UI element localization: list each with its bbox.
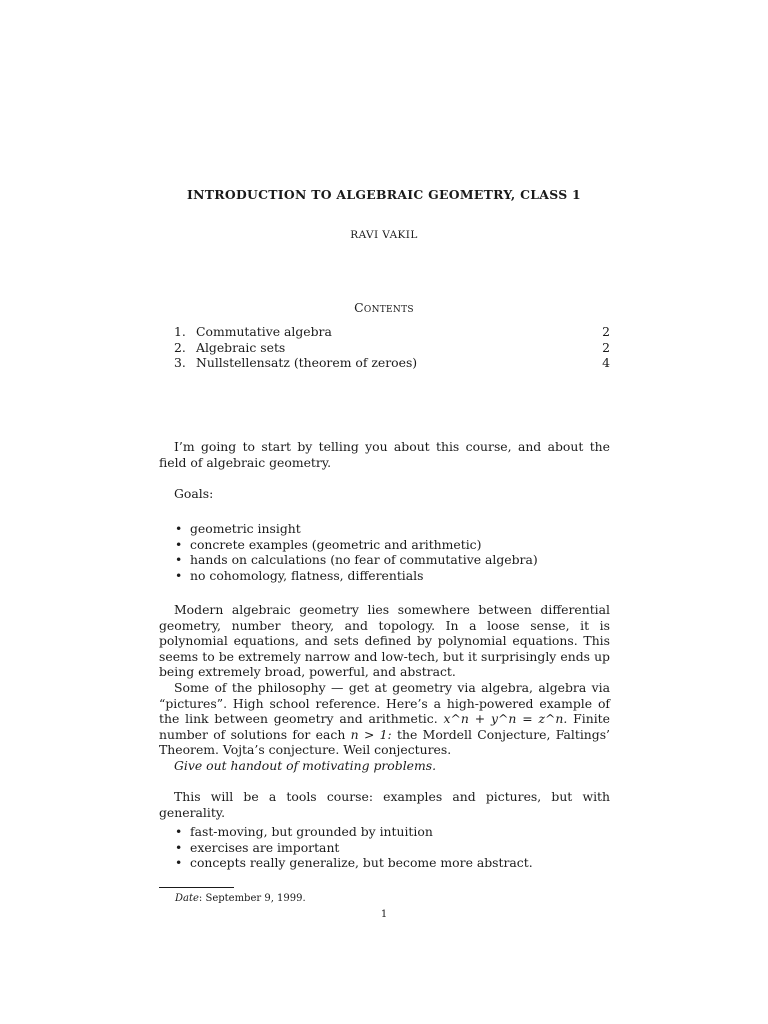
exponent-condition: n > 1: — [350, 726, 392, 742]
list-item-text: geometric insight — [190, 521, 301, 536]
list-item-text: exercises are important — [190, 839, 340, 855]
page-number: 1 — [380, 909, 388, 920]
list-item-text: hands on calculations (no fear of commutative algebra) — [190, 552, 538, 568]
bullet-icon: • — [175, 521, 183, 536]
toc-entry-page: 2 — [602, 324, 610, 339]
footnote-rule — [159, 887, 234, 888]
paper-title: INTRODUCTION TO ALGEBRAIC GEOMETRY, CLASS 1 — [187, 187, 581, 202]
toc-entry-number: 1. — [174, 324, 186, 339]
toc-entry-page: 2 — [602, 339, 610, 355]
contents-heading: Contents — [354, 300, 414, 315]
toc-entry-title: Algebraic sets — [196, 339, 286, 355]
modern-paragraph: Modern algebraic geometry lies somewhere between differential geometry, number theory, and topology. In a loose sense, it is polynomial equations, and sets defined by polynomial equations. This seems to be extremely narrow and low-tech, but it surprisingly ends up being extremely broad, powerful, and abstract. — [159, 602, 610, 680]
list-item — [175, 521, 615, 537]
list-item-text: concrete examples (geometric and arithmetic) — [190, 536, 482, 552]
bullet-icon: • — [175, 552, 183, 568]
goals-label: Goals: — [174, 486, 214, 501]
list-item — [175, 855, 615, 871]
philosophy-paragraph — [159, 680, 610, 758]
fermat-equation: x^n + y^n = z^n. — [443, 711, 568, 727]
list-item-text: concepts really generalize, but become more abstract. — [190, 855, 533, 871]
list-item — [175, 537, 615, 553]
list-item — [175, 824, 615, 840]
toc-entry[interactable] — [174, 324, 610, 340]
tools-paragraph: This will be a tools course: examples and pictures, but with generality. — [159, 789, 610, 820]
bullet-icon: • — [175, 567, 183, 583]
intro-paragraph: I’m going to start by telling you about this course, and about the field of algebraic geometry. — [159, 439, 610, 470]
bullet-icon: • — [175, 839, 183, 855]
tools-list — [175, 824, 615, 871]
toc-entry-title: Commutative algebra — [196, 324, 332, 339]
toc-entry-page: 4 — [602, 355, 610, 371]
bullet-icon: • — [175, 824, 183, 839]
bullet-icon: • — [175, 855, 183, 871]
philosophy-text-b: Finite number of solutions for each — [159, 711, 610, 742]
bullet-icon: • — [175, 536, 183, 552]
toc-entry[interactable] — [174, 340, 610, 356]
list-item — [175, 552, 615, 568]
list-item-text: no cohomology, flatness, differentials — [190, 567, 424, 583]
author-name: RAVI VAKIL — [350, 229, 418, 241]
toc-entry-number: 3. — [174, 355, 186, 371]
footnote-label: Date — [175, 893, 199, 904]
philosophy-text-c: the Mordell Conjecture, Faltings’ Theorem. Vojta’s conjecture. Weil conjectures. — [159, 726, 610, 758]
toc-entry-number: 2. — [174, 339, 186, 355]
goals-list — [175, 521, 615, 583]
list-item-text: fast-moving, but grounded by intuition — [190, 824, 433, 839]
footnote — [175, 891, 306, 907]
list-item — [175, 568, 615, 584]
handout-note: Give out handout of motivating problems. — [174, 758, 437, 773]
toc-entry-title: Nullstellensatz (theorem of zeroes) — [196, 355, 418, 371]
philosophy-text-a: Some of the philosophy — get at geometry via algebra, algebra via “pictures”. High school reference. Here’s a high-powered example of the link between geometry and arithmetic. — [159, 680, 610, 727]
list-item — [175, 840, 615, 856]
footnote-text: : September 9, 1999. — [198, 893, 306, 904]
toc-entry[interactable] — [174, 355, 610, 371]
table-of-contents — [174, 324, 610, 371]
